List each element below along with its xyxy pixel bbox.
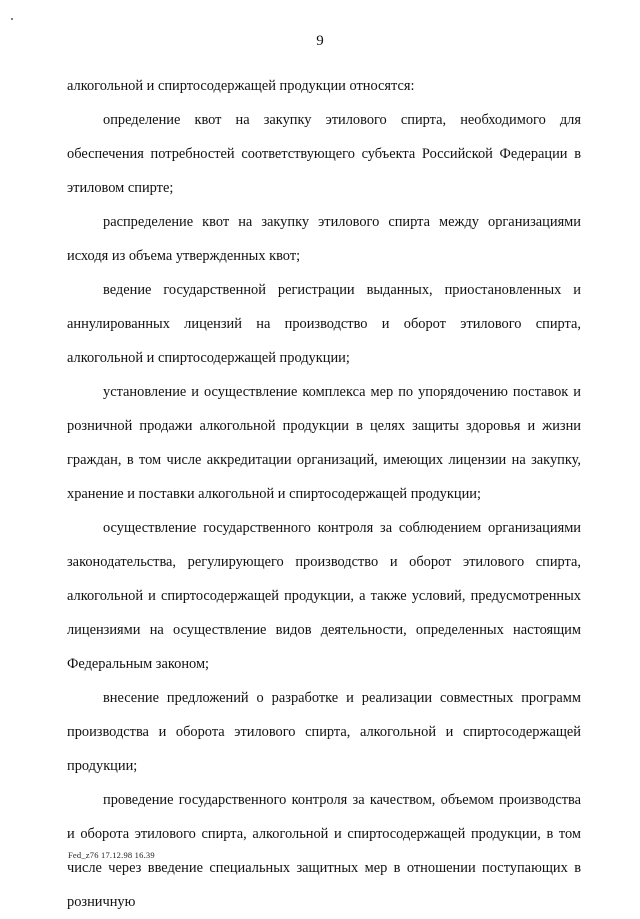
document-body: [67, 69, 581, 919]
paragraph-license-registration: ведение государственной регистрации выданных, приостановленных и аннулированных лицензий на производство и оборот этилового спирта, алкогольной и спиртосодержащей продукции;: [67, 282, 581, 366]
page-number: 9: [316, 33, 324, 49]
paragraph-quota-distribution: распределение квот на закупку этилового спирта между организациями исходя из объема утвержденных квот;: [67, 214, 581, 264]
paragraph-state-control: осуществление государственного контроля за соблюдением организациями законодательства, регулирующего производство и оборот этилового спирта, алкогольной и спиртосодержащей продукции, а также условий, предусмотренных лицензиями на осуществление видов деятельности, определенных настоящим Федеральным законом;: [67, 520, 581, 672]
paragraph-quota-determination: определение квот на закупку этилового спирта, необходимого для обеспечения потребностей соответствующего субъекта Российской Федерации в этиловом спирте;: [67, 112, 581, 196]
scan-speck: [11, 18, 13, 20]
paragraph-quality-control: проведение государственного контроля за качеством, объемом производства и оборота этилового спирта, алкогольной и спиртосодержащей продукции, в том числе через введение специальных защитных мер в отношении поступающих в розничную: [67, 792, 581, 910]
paragraph-continuation: алкогольной и спиртосодержащей продукции относятся:: [67, 78, 415, 94]
document-footer: Fed_z76 17.12.98 16.39: [68, 850, 155, 860]
paragraph-supply-measures: установление и осуществление комплекса мер по упорядочению поставок и розничной продажи алкогольной продукции в целях защиты здоровья и жизни граждан, в том числе аккредитации организаций, имеющих лицензии на закупку, хранение и поставки алкогольной и спиртосодержащей продукции;: [67, 384, 581, 502]
paragraph-joint-programs: внесение предложений о разработке и реализации совместных программ производства и оборота этилового спирта, алкогольной и спиртосодержащей продукции;: [67, 690, 581, 774]
